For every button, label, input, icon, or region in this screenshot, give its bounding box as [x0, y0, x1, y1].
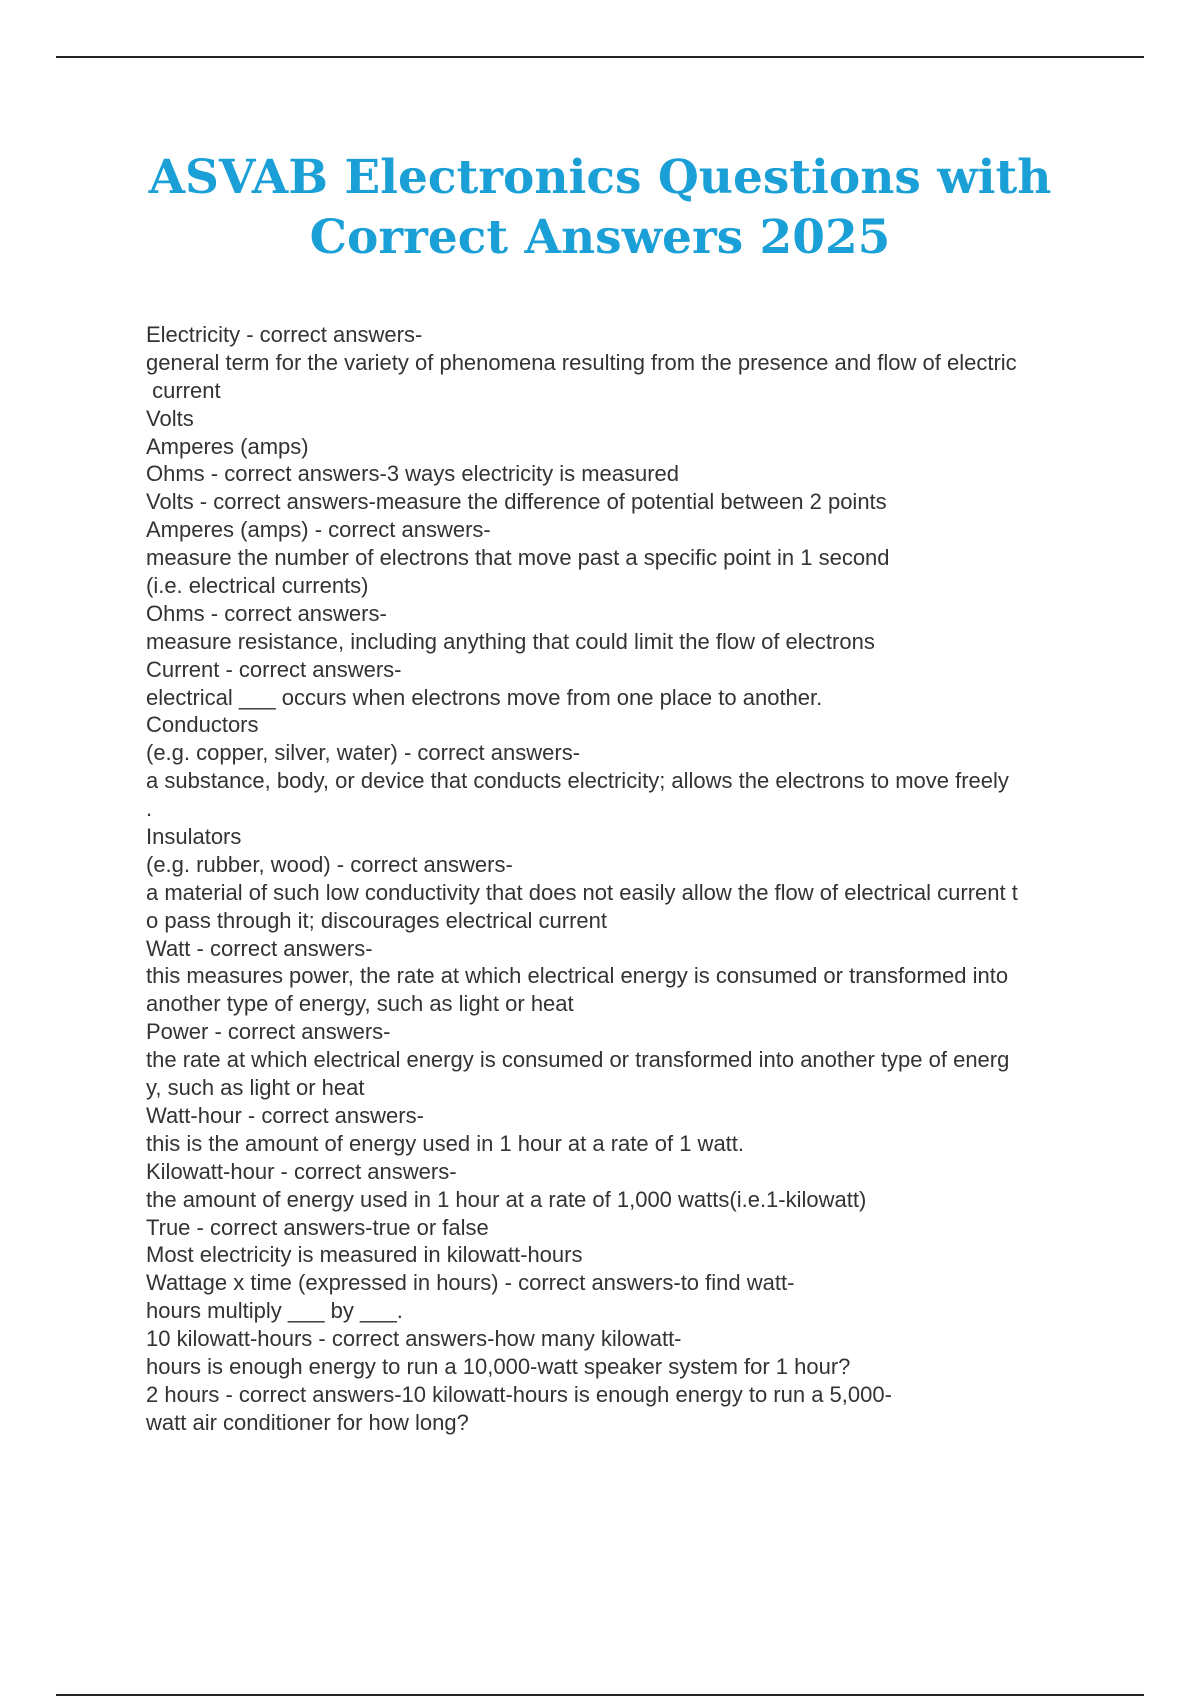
text-line: Watt - correct answers-	[146, 935, 373, 961]
text-line: this is the amount of energy used in 1 hour at a rate of 1 watt.	[146, 1130, 745, 1156]
text-line: True - correct answers-true or false	[146, 1214, 489, 1240]
text-line: Ohms - correct answers-	[146, 600, 387, 626]
text-line: another type of energy, such as light or heat	[146, 991, 574, 1017]
page-title	[0, 148, 1200, 268]
text-line: hours is enough energy to run a 10,000-watt speaker system for 1 hour?	[146, 1353, 851, 1379]
text-line: Current - correct answers-	[146, 656, 402, 682]
title-line-1: ASVAB Electronics Questions with	[148, 150, 1052, 205]
text-line: Most electricity is measured in kilowatt-hours	[146, 1242, 583, 1268]
text-line: Volts	[146, 405, 194, 431]
top-rule	[56, 56, 1144, 58]
text-line: a material of such low conductivity that does not easily allow the flow of electrical current t	[146, 879, 1018, 905]
text-line: the rate at which electrical energy is consumed or transformed into another type of energ	[146, 1047, 1010, 1073]
text-line: electrical ___ occurs when electrons move from one place to another.	[146, 684, 823, 710]
text-line: Wattage x time (expressed in hours) - correct answers-to find watt-	[146, 1270, 795, 1296]
text-line: o pass through it; discourages electrical current	[146, 907, 608, 933]
document-body	[146, 321, 1096, 1437]
bottom-rule	[56, 1694, 1144, 1696]
text-line: Power - correct answers-	[146, 1019, 391, 1045]
text-line: watt air conditioner for how long?	[146, 1409, 469, 1435]
text-line: y, such as light or heat	[146, 1075, 365, 1101]
text-line: (e.g. rubber, wood) - correct answers-	[146, 851, 513, 877]
text-line: Electricity - correct answers-	[146, 322, 423, 347]
text-line: 10 kilowatt-hours - correct answers-how many kilowatt-	[146, 1326, 682, 1352]
text-line: 2 hours - correct answers-10 kilowatt-hours is enough energy to run a 5,000-	[146, 1381, 892, 1407]
text-line: a substance, body, or device that conducts electricity; allows the electrons to move freely	[146, 768, 1009, 794]
text-line: (i.e. electrical currents)	[146, 573, 369, 599]
text-line: Insulators	[146, 824, 242, 850]
text-line: .	[146, 796, 153, 822]
text-line: current	[146, 377, 221, 403]
text-line: measure the number of electrons that move past a specific point in 1 second	[146, 545, 890, 571]
text-line: Kilowatt-hour - correct answers-	[146, 1158, 457, 1184]
text-line: this measures power, the rate at which electrical energy is consumed or transformed into	[146, 963, 1009, 989]
text-line: hours multiply ___ by ___.	[146, 1298, 403, 1324]
text-line: general term for the variety of phenomena resulting from the presence and flow of electric	[146, 349, 1017, 375]
text-line: (e.g. copper, silver, water) - correct answers-	[146, 740, 581, 766]
text-line: Conductors	[146, 712, 259, 738]
text-line: the amount of energy used in 1 hour at a rate of 1,000 watts(i.e.1-kilowatt)	[146, 1186, 867, 1212]
text-line: Ohms - correct answers-3 ways electricity is measured	[146, 461, 680, 487]
text-line: measure resistance, including anything that could limit the flow of electrons	[146, 628, 875, 654]
text-line: Amperes (amps)	[146, 433, 309, 459]
text-line: Watt-hour - correct answers-	[146, 1102, 424, 1128]
title-line-2: Correct Answers 2025	[309, 210, 891, 265]
text-line: Amperes (amps) - correct answers-	[146, 517, 491, 543]
text-line: Volts - correct answers-measure the difference of potential between 2 points	[146, 489, 887, 515]
